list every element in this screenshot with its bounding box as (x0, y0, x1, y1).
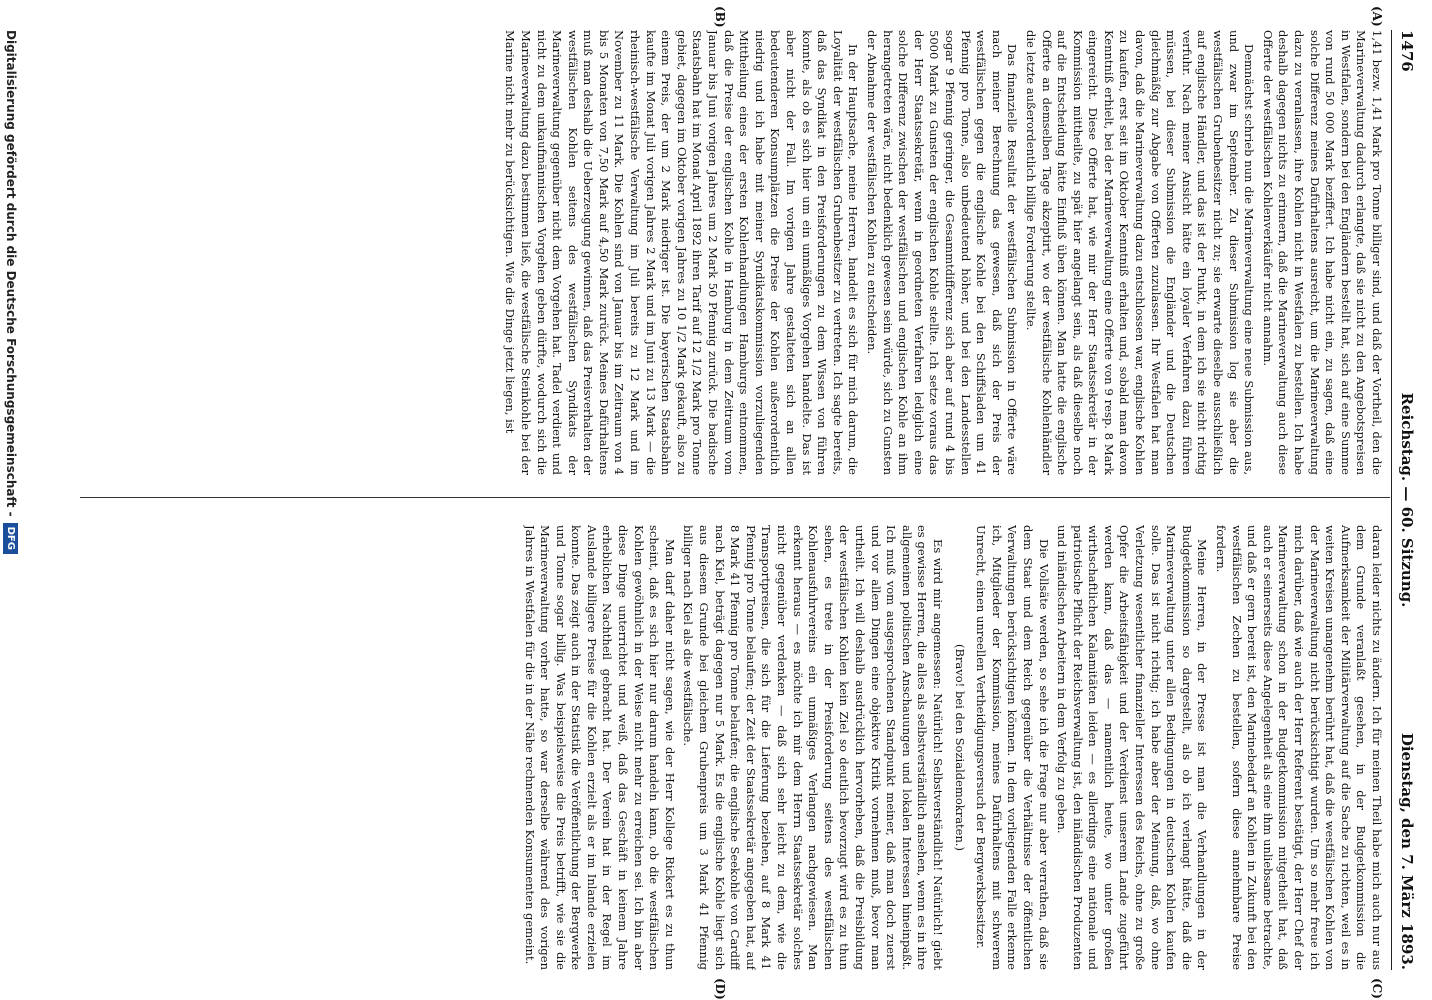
page-title: Reichstag. — 60. Sitzung. (1398, 392, 1416, 608)
margin-marker-a: (A) (1370, 6, 1384, 27)
digitization-credit (2, 30, 20, 790)
left-text-column (84, 30, 1384, 475)
header-rule (1391, 30, 1392, 970)
paragraph: Es wird mir angemessen: Natürlich! Selbstverständlich! Natürlich! giebt es gewisse Herren, die alles als selbstverständlich ansehen, wenn es in ihre allgemeinen politischen Anschauungen und lokalen Interessen hineinpaßt. Ich muß vom ausgesprochenen Standpunkt meiner, daß man doch zuerst und vor allem Dingen eine objektive Kritik vornehmen muß, bevor man urtheilt. Ich will deshalb ausdrücklich hervorheben, daß die Preisbildung der westfälischen Kohlen kein Ziel so deutlich bevorzugt wird es zu thun sehen, es trete in der Preisforderung seitens des westfälischen Kohlenausfuhrvereins ein unmäßiges Verlangen nachgewiesen. Man erkennt heraus — es möchte ich mir dem Herrn Staatssekretär solches nicht gegenüber verdenken — daß sich sehr leicht zu dem, wie die Transportpreisen, die sich für die Lieferung beziehen, auf 8 Mark 41 Pfennig pro Tonne belaufen; der Zeit der Staatssekretär angegeben hat, auf 8 Mark 41 Pfennig pro Tonne belaufen; die englische Seekohle von Cardiff nach Kiel, beträgt dagegen nur 5 Mark. Es die englische Kohle liegt sich aus diesem Grunde bei gleichem Grubenpreis um 3 Mark 41 Pfennig billiger nach Kiel als die westfälische. (681, 525, 945, 970)
margin-marker-c: (C) (1370, 978, 1384, 999)
paragraph: Man darf daher nicht sagen, wie der Herr Kollege Rickert es zu thun scheint, daß es sich hier nur darum handeln kann, ob die westfälischen Kohlen gewöhnlich in der Weise nicht mehr zu erreichen sei. Ich bin aber diese Dinge unterrichtet und weiß, daß das Geschäft in keinem Jahre erheblichen Nachtheil gebracht hat. Der Verein hat in der Regel im Auslande billigere Preise für die Kohlen erzielt als er im Inlande erzielen konnte. Das zeigt auch in der Statistik die Veröffentlichung der Bergwerke und Tonne sogar billig. Was beispielsweise die Preis betrifft, wie sie die Marineverwaltung vorher hatte, so war derselbe während des vorigen Jahres in Westfalen für die in der Nähe rechnenden Konsumenten gemeint. (522, 525, 677, 970)
page-number: 1476 (1398, 30, 1416, 72)
margin-marker-b: (B) (713, 6, 727, 28)
paragraph: Die Vollsäte werden, so sehe ich die Frage nur aber verrathen, daß sie dem Staat und dem Reich gegenüber die Verhältnisse der öffentlichen Verwaltungen berücksichtigen können. In dem vorliegenden Falle erkenne ich, Mitglieder der Kommission, meines Dafürhaltens mit schwerem Unrecht, einen unreellen Vertheidigungsversuch der Bergwerksbesitzer. (974, 525, 1051, 970)
margin-marker-d: (D) (713, 978, 727, 1000)
dfg-logo: DFG (4, 523, 19, 554)
paragraph: 1,41 bezw. 1,41 Mark pro Tonne billiger sind, und daß der Vortheil, den die Marineverwaltung dadurch erlangte, daß sie nicht zu den Angebotspreisen in Westfalen, sondern bei den Engländern bestellt hat, sich auf eine Summe von rund 50 000 Mark beziffert. Ich habe nicht ein, zu sagen, daß eine solche Differenz meines Dafürhaltens ausreicht, um die Marineverwaltung dazu zu veranlassen, ihre Kohlen nicht in Westfalen zu bestellen. Ich habe deshalb dagegen nichts zu erinnern, daß die Marineverwaltung auch diese Offerte der westfälischen Kohlenverkäufer nicht annahm. (1260, 30, 1384, 475)
paragraph: daran leider nichts zu ändern. Ich für meinen Theil habe mich auch nur aus dem Grunde veranlaßt gesehen, in der Budgetkommission die Aufmerksamkeit der Militärverwaltung auf die Sache zu richten, weil es in weiten Kreisen unangenehm berührt hat, daß die westfälischen Kohlen von der Marineverwaltung nicht berücksichtigt wurden. Um so mehr freue ich mich darüber, daß wie auch der Herr Referent bestätigt, der Herr Chef der Marineverwaltung schon in der Budgetkommission mitgetheilt hat, daß auch er seinerseits diese Angelegenheit als eine ihm unliebsame betrachte, und daß er gern bereit ist, den Marinebedarf an Kohlen in Zukunft bei den westfälischen Zechen zu bestellen, sofern diese annehmbare Preise fordern. (1214, 525, 1384, 970)
paragraph: Demnächst schrieb nun die Marineverwaltung eine neue Submission aus, und zwar im September. Zu dieser Submission log sie aber die westfälischen Grubenbesitzer nicht zu; sie erwarte dieselbe ausschließlich auf englische Händler, und das ist der Punkt, in dem ich sie nicht richtig verfuhr. Nach meiner Ansicht hätte ein loyaler Verfahren dazu führen müssen, bei dieser Submission die Engländer und die Deutschen gleichmäßig zur Abgabe von Offerten zuzulassen. Ihr Westfalen hat man davon, daß die Marineverwaltung dazu entschlossen war, englische Kohlen zu kaufen, erst seit im Oktober Kenntniß erhalten und, sobald man davon Kenntniß erhielt, bei der Marineverwaltung eine Offerte von 9 resp. 8 Mark eingereicht. Diese Offerte hat, wie mir der Herr Staatssekretär in der Kommission mittheilte, zu spät hier angelangt sein, als daß dieselbe noch auf die Entscheidung hätte Einfluß üben können. Man hatte die englische Offerte an demselben Tage akzeptirt, wo der westfälische Kohlenhändler die letzte außerordentlich billige Forderung stellte. (1023, 30, 1257, 475)
interjection: (Bravo! bei den Sozialdemokraten.) (952, 643, 967, 852)
paragraph: In der Hauptsache, meine Herren, handelt es sich für mich darum, die Loyalität der westfälischen Grubenbesitzer zu vertreten. Ich sagte bereits, daß das Syndikat in den Preisforderungen zu dem Wissen von führen konnte, als ob es sich hier um ein unmäßiges Vorgehen handelte. Das ist aber nicht der Fall. Im vorigen Jahre gestalteten sich an allen bedeutenderen Konsumplätzen die Preise der Kohlen außerordentlich niedrig und ich habe mit meiner Syndikatskommission vorzuliegenden Mittheilung eines der ersten Kohlenhandlungen Hamburgs entnommen, daß die Preise der englischen Kohle in Hamburg in dem Zeitraum vom Januar bis Juni vorigen Jahres um 2 Mark 50 Pfennig zurück. Die badische Staatsbahn hat im Monat April 1892 ihren Tarif auf 12 1/2 Mark pro Tonne gebiet, dagegen im Oktober vorigen Jahres zu 10 1/2 Mark gekauft, also zu einem Preis, der um 2 Mark niedriger ist. Die bayerischen Staatsbahn kaufte im Monat Juli vorigen Jahres 2 Mark und im Juni zu 13 Mark — die rheinisch-westfälische Verwaltung im Juli bereits zu 12 Mark und im November zu 11 Mark. Die Kohlen sind von Januar bis im Zeitraum von 4 bis 5 Monaten von 7,50 Mark auf 4,50 Mark zurück. Meines Dafürhaltens muß man deshalb die Ueberzeugung gewinnen, daß das Preisverhalten der westfälischen Kohlen seitens des westfälischen Syndikats der Marineverwaltung gegenüber nicht dem Vorgehen hat. Tadel verdient und nicht zu dem unkaufmännischen Vorgehen geben dürfte, wodurch sich die Marineverwaltung dazu bestimmen ließ, die westfälische Steinkohle bei der Marine nicht mehr zu berücksichtigen. Wie die Dinge jetzt liegen, ist (503, 30, 861, 475)
page-header (1392, 30, 1416, 970)
page-date: Dienstag, den 7. März 1893. (1398, 732, 1416, 970)
right-text-column (84, 525, 1384, 970)
paragraph: Meine Herren, in der Presse ist man die Verhandlungen in der Budgetkommission so dargestellt, als ob ich verlangt hätte, daß die Marineverwaltung unter allen Bedingungen in deutschen Kohlen kaufen solle. Das ist nicht richtig; ich habe aber der Meinung, daß, wo ohne Verletzung wesentlicher finanzieller Interessen des Reichs, ohne zu große Opfer die Arbeitsfähigkeit und der Verdienst unserem Lande zugeführt werden kann, daß das — namentlich heute, wo unter großen wirthschaftlichen Kalamitäten leiden — es allerdings eine nationale und patriotische Pflicht der Reichsverwaltung ist, den inländischen Produzenten und inländischen Arbeitern in dem Verfolg zu geben. (1055, 525, 1210, 970)
credit-text: Digitalisierung gefördert durch die Deutsche Forschungsgemeinschaft - (4, 30, 18, 517)
paragraph: Das finanzielle Resultat der westfälischen Submission in Offerte wäre nach meiner Berechnung das gewesen, daß sich der Preis der westfälischen gegen die englische Kohle bei den Schiffsladen um 41 Pfennig pro Tonne, also unbedeutend höher, und bei den Landesstellen sogar 9 Pfennig geringer, die Gesammtdifferenz sich aber auf rund 4 bis 5000 Mark zu Gunsten der englischen Kohle stellte. Ich setze voraus das der Herr Staatssekretär, wenn in geordneten Verfahren lediglich eine solche Differenz zwischen der westfälischen und englischen Kohle an ihm herangetreten wäre, nicht bedenklich gewesen sein würde, sich zu Gunsten der Abnahme der westfälischen Kohlen zu entscheiden. (865, 30, 1020, 475)
column-divider (80, 497, 1390, 498)
